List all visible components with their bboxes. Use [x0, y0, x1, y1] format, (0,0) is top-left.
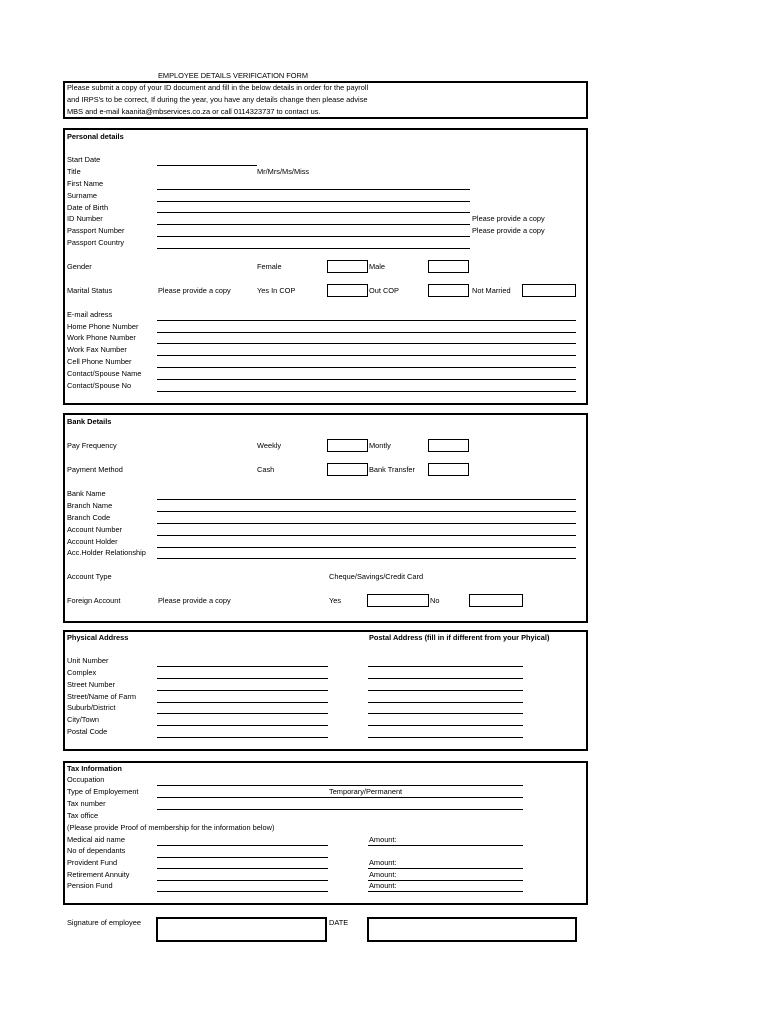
dependants-field[interactable]	[157, 857, 328, 858]
cash-checkbox[interactable]	[327, 463, 368, 476]
medical-amount-label: Amount:	[369, 835, 397, 844]
occupation-label: Occupation	[67, 775, 105, 784]
physical-street-number-field[interactable]	[157, 690, 328, 691]
female-checkbox[interactable]	[327, 260, 368, 273]
yes-cop-label: Yes In COP	[257, 286, 296, 295]
work-phone-label: Work Phone Number	[67, 333, 136, 342]
physical-unit-field[interactable]	[157, 666, 328, 667]
physical-address-heading: Physical Address	[67, 633, 129, 642]
out-cop-checkbox[interactable]	[428, 284, 469, 297]
spouse-name-label: Contact/Spouse Name	[67, 369, 142, 378]
postal-street-name-field[interactable]	[368, 702, 523, 703]
cell-phone-label: Cell Phone Number	[67, 357, 132, 366]
pension-amount-label: Amount:	[369, 881, 397, 890]
account-holder-label: Account Holder	[67, 537, 118, 546]
female-label: Female	[257, 262, 282, 271]
spouse-name-field[interactable]	[157, 379, 576, 380]
foreign-yes-label: Yes	[329, 596, 342, 605]
branch-code-label: Branch Code	[67, 513, 111, 522]
employment-options: Temporary/Permanent	[329, 787, 403, 796]
unit-number-label: Unit Number	[67, 656, 109, 665]
monthly-label: Montly	[369, 441, 391, 450]
spouse-no-field[interactable]	[157, 391, 576, 392]
medical-aid-field[interactable]	[157, 845, 328, 846]
email-field[interactable]	[157, 320, 576, 321]
street-name-label: Street/Name of Farm	[67, 692, 136, 701]
complex-label: Complex	[67, 668, 97, 677]
provident-fund-label: Provident Fund	[67, 858, 118, 867]
postal-complex-field[interactable]	[368, 678, 523, 679]
retirement-amount-label: Amount:	[369, 870, 397, 879]
start-date-label: Start Date	[67, 155, 101, 164]
title-options: Mr/Mrs/Ms/Miss	[257, 167, 310, 176]
instruction-line-2: and IRPS's to be correct, If during the year, you have any details change then please advise	[67, 95, 368, 104]
dob-field[interactable]	[157, 212, 470, 213]
street-number-label: Street Number	[67, 680, 116, 689]
weekly-checkbox[interactable]	[327, 439, 368, 452]
branch-code-field[interactable]	[157, 523, 576, 524]
pension-fund-field[interactable]	[157, 891, 328, 892]
holder-relationship-label: Acc.Holder Relationship	[67, 548, 146, 557]
form-title: EMPLOYEE DETAILS VERIFICATION FORM	[158, 71, 309, 80]
surname-label: Surname	[67, 191, 97, 200]
weekly-label: Weekly	[257, 441, 282, 450]
marital-copy-note: Please provide a copy	[158, 286, 231, 295]
suburb-label: Suburb/District	[67, 703, 116, 712]
tax-number-label: Tax number	[67, 799, 106, 808]
bank-name-label: Bank Name	[67, 489, 106, 498]
physical-complex-field[interactable]	[157, 678, 328, 679]
retirement-amount-field[interactable]	[368, 880, 523, 881]
personal-details-section	[63, 128, 588, 405]
bank-details-section	[63, 413, 588, 623]
foreign-no-checkbox[interactable]	[469, 594, 523, 607]
tax-heading: Tax Information	[67, 764, 122, 773]
provident-amount-field[interactable]	[368, 868, 523, 869]
monthly-checkbox[interactable]	[428, 439, 469, 452]
cell-phone-field[interactable]	[157, 367, 576, 368]
title-label: Title	[67, 167, 81, 176]
postal-suburb-field[interactable]	[368, 713, 523, 714]
tax-office-label: Tax office	[67, 811, 99, 820]
account-number-field[interactable]	[157, 535, 576, 536]
holder-relationship-field[interactable]	[157, 558, 576, 559]
branch-name-label: Branch Name	[67, 501, 113, 510]
dob-label: Date of Birth	[67, 203, 109, 212]
physical-suburb-field[interactable]	[157, 713, 328, 714]
pension-fund-label: Pension Fund	[67, 881, 113, 890]
work-fax-label: Work Fax Number	[67, 345, 127, 354]
instruction-line-3: MBS and e-mail kaanita@mbservices.co.za or call 0114323737 to contact us.	[67, 107, 321, 116]
pay-frequency-label: Pay Frequency	[67, 441, 117, 450]
tax-section	[63, 761, 588, 905]
bank-transfer-label: Bank Transfer	[369, 465, 416, 474]
proof-note: (Please provide Proof of membership for the information below)	[67, 823, 275, 832]
signature-label: Signature of employee	[67, 918, 141, 927]
retirement-annuity-label: Retirement Annuity	[67, 870, 130, 879]
home-phone-field[interactable]	[157, 332, 576, 333]
foreign-no-label: No	[430, 596, 440, 605]
work-fax-field[interactable]	[157, 355, 576, 356]
not-married-label: Not Married	[472, 286, 511, 295]
date-box[interactable]	[367, 917, 577, 942]
personal-heading: Personal details	[67, 132, 124, 141]
provident-fund-field[interactable]	[157, 868, 328, 869]
payment-method-label: Payment Method	[67, 465, 123, 474]
tax-number-field[interactable]	[157, 809, 523, 810]
spouse-no-label: Contact/Spouse No	[67, 381, 132, 390]
id-copy-note: Please provide a copy	[472, 214, 545, 223]
passport-number-label: Passport Number	[67, 226, 125, 235]
bank-name-field[interactable]	[157, 499, 576, 500]
dependants-label: No of dependants	[67, 846, 126, 855]
cash-label: Cash	[257, 465, 275, 474]
employment-type-field[interactable]	[157, 797, 523, 798]
retirement-annuity-field[interactable]	[157, 880, 328, 881]
postal-street-number-field[interactable]	[368, 690, 523, 691]
postal-code-label: Postal Code	[67, 727, 108, 736]
passport-country-field[interactable]	[157, 248, 470, 249]
postal-unit-field[interactable]	[368, 666, 523, 667]
physical-city-field[interactable]	[157, 725, 328, 726]
medical-amount-field[interactable]	[368, 845, 523, 846]
city-label: City/Town	[67, 715, 100, 724]
bank-transfer-checkbox[interactable]	[428, 463, 469, 476]
medical-aid-label: Medical aid name	[67, 835, 125, 844]
first-name-field[interactable]	[157, 189, 470, 190]
out-cop-label: Out COP	[369, 286, 399, 295]
employment-type-label: Type of Employement	[67, 787, 139, 796]
foreign-yes-checkbox[interactable]	[367, 594, 429, 607]
account-number-label: Account Number	[67, 525, 123, 534]
date-label: DATE	[329, 918, 349, 927]
postal-postal-code-field[interactable]	[368, 737, 523, 738]
passport-number-field[interactable]	[157, 236, 470, 237]
yes-cop-checkbox[interactable]	[327, 284, 368, 297]
passport-country-label: Passport Country	[67, 238, 125, 247]
id-number-label: ID Number	[67, 214, 103, 223]
passport-copy-note: Please provide a copy	[472, 226, 545, 235]
occupation-field[interactable]	[157, 785, 523, 786]
physical-postal-code-field[interactable]	[157, 737, 328, 738]
male-label: Male	[369, 262, 386, 271]
physical-street-name-field[interactable]	[157, 702, 328, 703]
not-married-checkbox[interactable]	[522, 284, 576, 297]
surname-field[interactable]	[157, 201, 470, 202]
home-phone-label: Home Phone Number	[67, 322, 139, 331]
instruction-line-1: Please submit a copy of your ID document and fill in the below details in order for the payroll	[67, 83, 369, 92]
pension-amount-field[interactable]	[368, 891, 523, 892]
male-checkbox[interactable]	[428, 260, 469, 273]
marital-status-label: Marital Status	[67, 286, 113, 295]
account-type-label: Account Type	[67, 572, 112, 581]
postal-address-heading: Postal Address (fill in if different from your Phyical)	[369, 633, 550, 642]
bank-heading: Bank Details	[67, 417, 112, 426]
gender-label: Gender	[67, 262, 92, 271]
branch-name-field[interactable]	[157, 511, 576, 512]
postal-city-field[interactable]	[368, 725, 523, 726]
provident-amount-label: Amount:	[369, 858, 397, 867]
work-phone-field[interactable]	[157, 343, 576, 344]
account-holder-field[interactable]	[157, 547, 576, 548]
signature-box[interactable]	[156, 917, 327, 942]
account-type-options: Cheque/Savings/Credit Card	[329, 572, 424, 581]
start-date-field[interactable]	[157, 165, 257, 166]
email-label: E-mail adress	[67, 310, 113, 319]
first-name-label: First Name	[67, 179, 104, 188]
foreign-copy-note: Please provide a copy	[158, 596, 231, 605]
foreign-account-label: Foreign Account	[67, 596, 121, 605]
id-number-field[interactable]	[157, 224, 470, 225]
